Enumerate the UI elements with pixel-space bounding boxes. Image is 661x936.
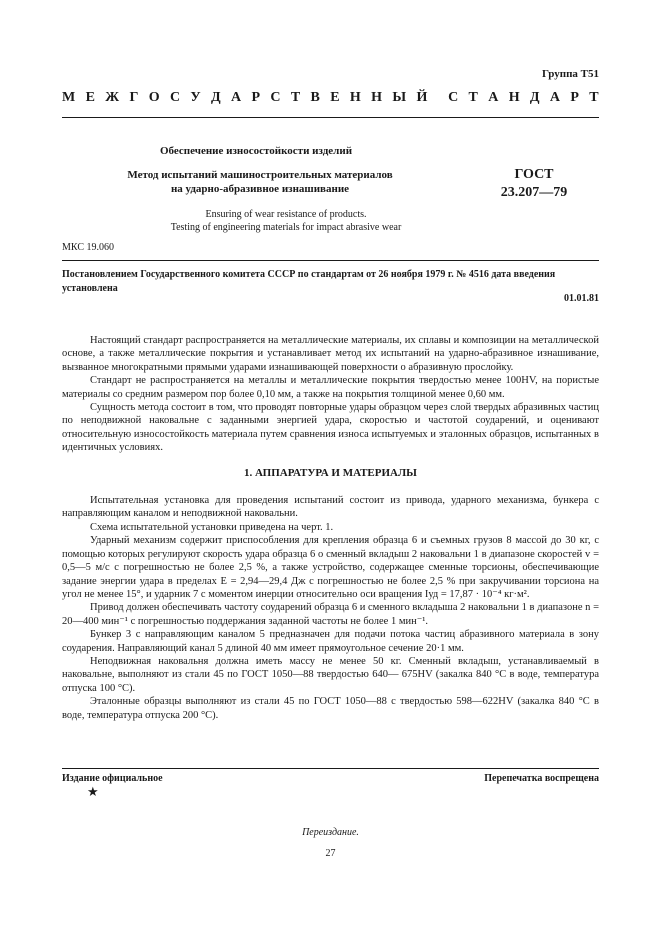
mid-rule [62,260,599,261]
subject-title: Обеспечение износостойкости изделий [160,145,353,157]
top-rule [62,117,599,118]
banner-letter: Ы [392,90,407,105]
reissue-note: Переиздание. [302,827,359,838]
english-title [136,208,436,234]
banner-letter: Н [349,90,361,105]
decree-text: Постановлением Государственного комитета СССР по стандартам от 26 ноября 1979 г. № 4516 дата введения установлена [62,269,556,294]
section-paragraph-3: Ударный механизм содержит приспособления для крепления образца 6 и съемных грузов 8 массой до 30 кг, с помощью которых регулируют скорость удара образца 6 о сменный вкладыш 2 наковальни 1 в диапазоне скоростей v = 0,5—5 м/с с погрешностью не более 2,5 %, а также устройство, содержащее сменные торсионы, обеспечивающие задание энергии удара в пределах E = 2,94—29,4 Дж с погрешностью не более 2,5 % при закручивании торсиона на угол не менее 15°, и ударник 7 с моментом инерции относительно оси вращения Iуд = 17,87 · 10⁻⁴ кг·м². [62,535,599,600]
section-paragraph-6: Неподвижная наковальня должна иметь массу не менее 50 кг. Сменный вкладыш, устанавливаемый в наковальне, выполняют из стали 45 по ГОСТ 1050—88 твердостью 640— 675HV (закалка 840 °С в воде, температура отпуска 100 °С). [62,655,599,694]
method-title-line2: на ударно-абразивное изнашивание [170,183,350,195]
intro-paragraph-3: Сущность метода состоит в том, что проводят повторные удары образцом через слой твердых абразивных частиц по неподвижной наковальне с заданными энергией удара, скоростью и частотой соударений, и оценивают относительную износостойкость материала путем сравнения износа испытуемых и эталонных образцов, испытанных в идентичных условиях. [62,402,599,454]
english-title-line2: Testing of engineering materials for impact abrasive wear [170,222,402,233]
banner-letter: А [488,90,499,105]
banner-letter: А [549,90,561,105]
reprint-prohibited: Перепечатка воспрещена [484,773,599,784]
banner-letter: О [148,90,160,105]
banner-letter: У [190,90,201,105]
gost-number [474,166,594,202]
document-body [62,334,599,722]
section-paragraph-1: Испытательная установка для проведения испытаний состоит из привода, ударного механизма, бункера с направляющим каналом и неподвижной наковальни. [62,495,599,520]
banner-letter: С [270,90,281,105]
banner-letter: С [448,90,459,105]
mks-code: МКС 19.060 [62,242,114,253]
banner-letter: Т [589,90,599,105]
english-title-line1: Ensuring of wear resistance of products. [205,209,367,220]
banner-letter: Н [508,90,520,105]
banner-letter: Д [529,90,540,105]
gost-label: ГОСТ [514,167,554,182]
page-number: 27 [325,848,336,859]
banner-letter: Р [570,90,579,105]
banner-letter: Т [468,90,478,105]
official-edition: Издание официальное [62,773,163,784]
banner-letter: Г [129,90,139,105]
section-paragraph-4: Привод должен обеспечивать частоту соударений образца 6 и сменного вкладыша 2 наковальни 1 в диапазоне n = 20—400 мин⁻¹ с погрешностью поддержания заданной частоты не более 1 мин⁻¹. [62,602,599,627]
effective-date: 01.01.81 [564,293,599,304]
banner-letter: Ж [105,90,120,105]
group-code: Группа Т51 [541,68,599,80]
banner-letter: М [62,90,76,105]
section-heading: 1. АППАРАТУРА И МАТЕРИАЛЫ [244,466,417,479]
banner-letter: Е [330,90,340,105]
banner-letter: Н [371,90,383,105]
intro-paragraph-1: Настоящий стандарт распространяется на металлические материалы, их сплавы и композиции на металлической основе, а также металлические покрытия и устанавливает метод их испытаний на ударно-абразивное изнашивание, вызванное многократными прямыми ударами изнашивающей поверхности о абразивную прослойку. [62,335,599,373]
gost-code: 23.207—79 [500,185,568,200]
banner-letter: Т [290,90,301,105]
banner-letter: Д [211,90,221,105]
banner-letter: С [169,90,181,105]
banner-letter: В [310,90,320,105]
method-title-line1: Метод испытаний машиностроительных материалов [127,169,393,181]
method-title [110,168,410,196]
standard-banner [62,90,599,106]
footer-rule [62,768,599,769]
banner-letter: А [231,90,242,105]
star-icon: ★ [87,784,99,799]
intro-paragraph-2: Стандарт не распространяется на металлы и металлические покрытия твердостью менее 100HV, на пористые материалы со средним размером пор более 0,10 мм, а также на покрытия толщиной менее 0,60 мм. [62,375,599,400]
section-paragraph-5: Бункер 3 с направляющим каналом 5 предназначен для подачи потока частиц абразивного материала в зону соударения. Направляющий канал 5 длиной 40 мм имеет прямоугольное сечение 20·1 мм. [62,629,599,654]
section-paragraph-2: Схема испытательной установки приведена на черт. 1. [90,521,334,533]
banner-letter: Р [251,90,261,105]
banner-letter: Е [85,90,95,105]
banner-letter: Й [416,90,428,105]
section-paragraph-7: Эталонные образцы выполняют из стали 45 по ГОСТ 1050—88 с твердостью 598—622HV (закалка 840 °С в воде, температура отпуска 200 °С). [62,696,599,721]
